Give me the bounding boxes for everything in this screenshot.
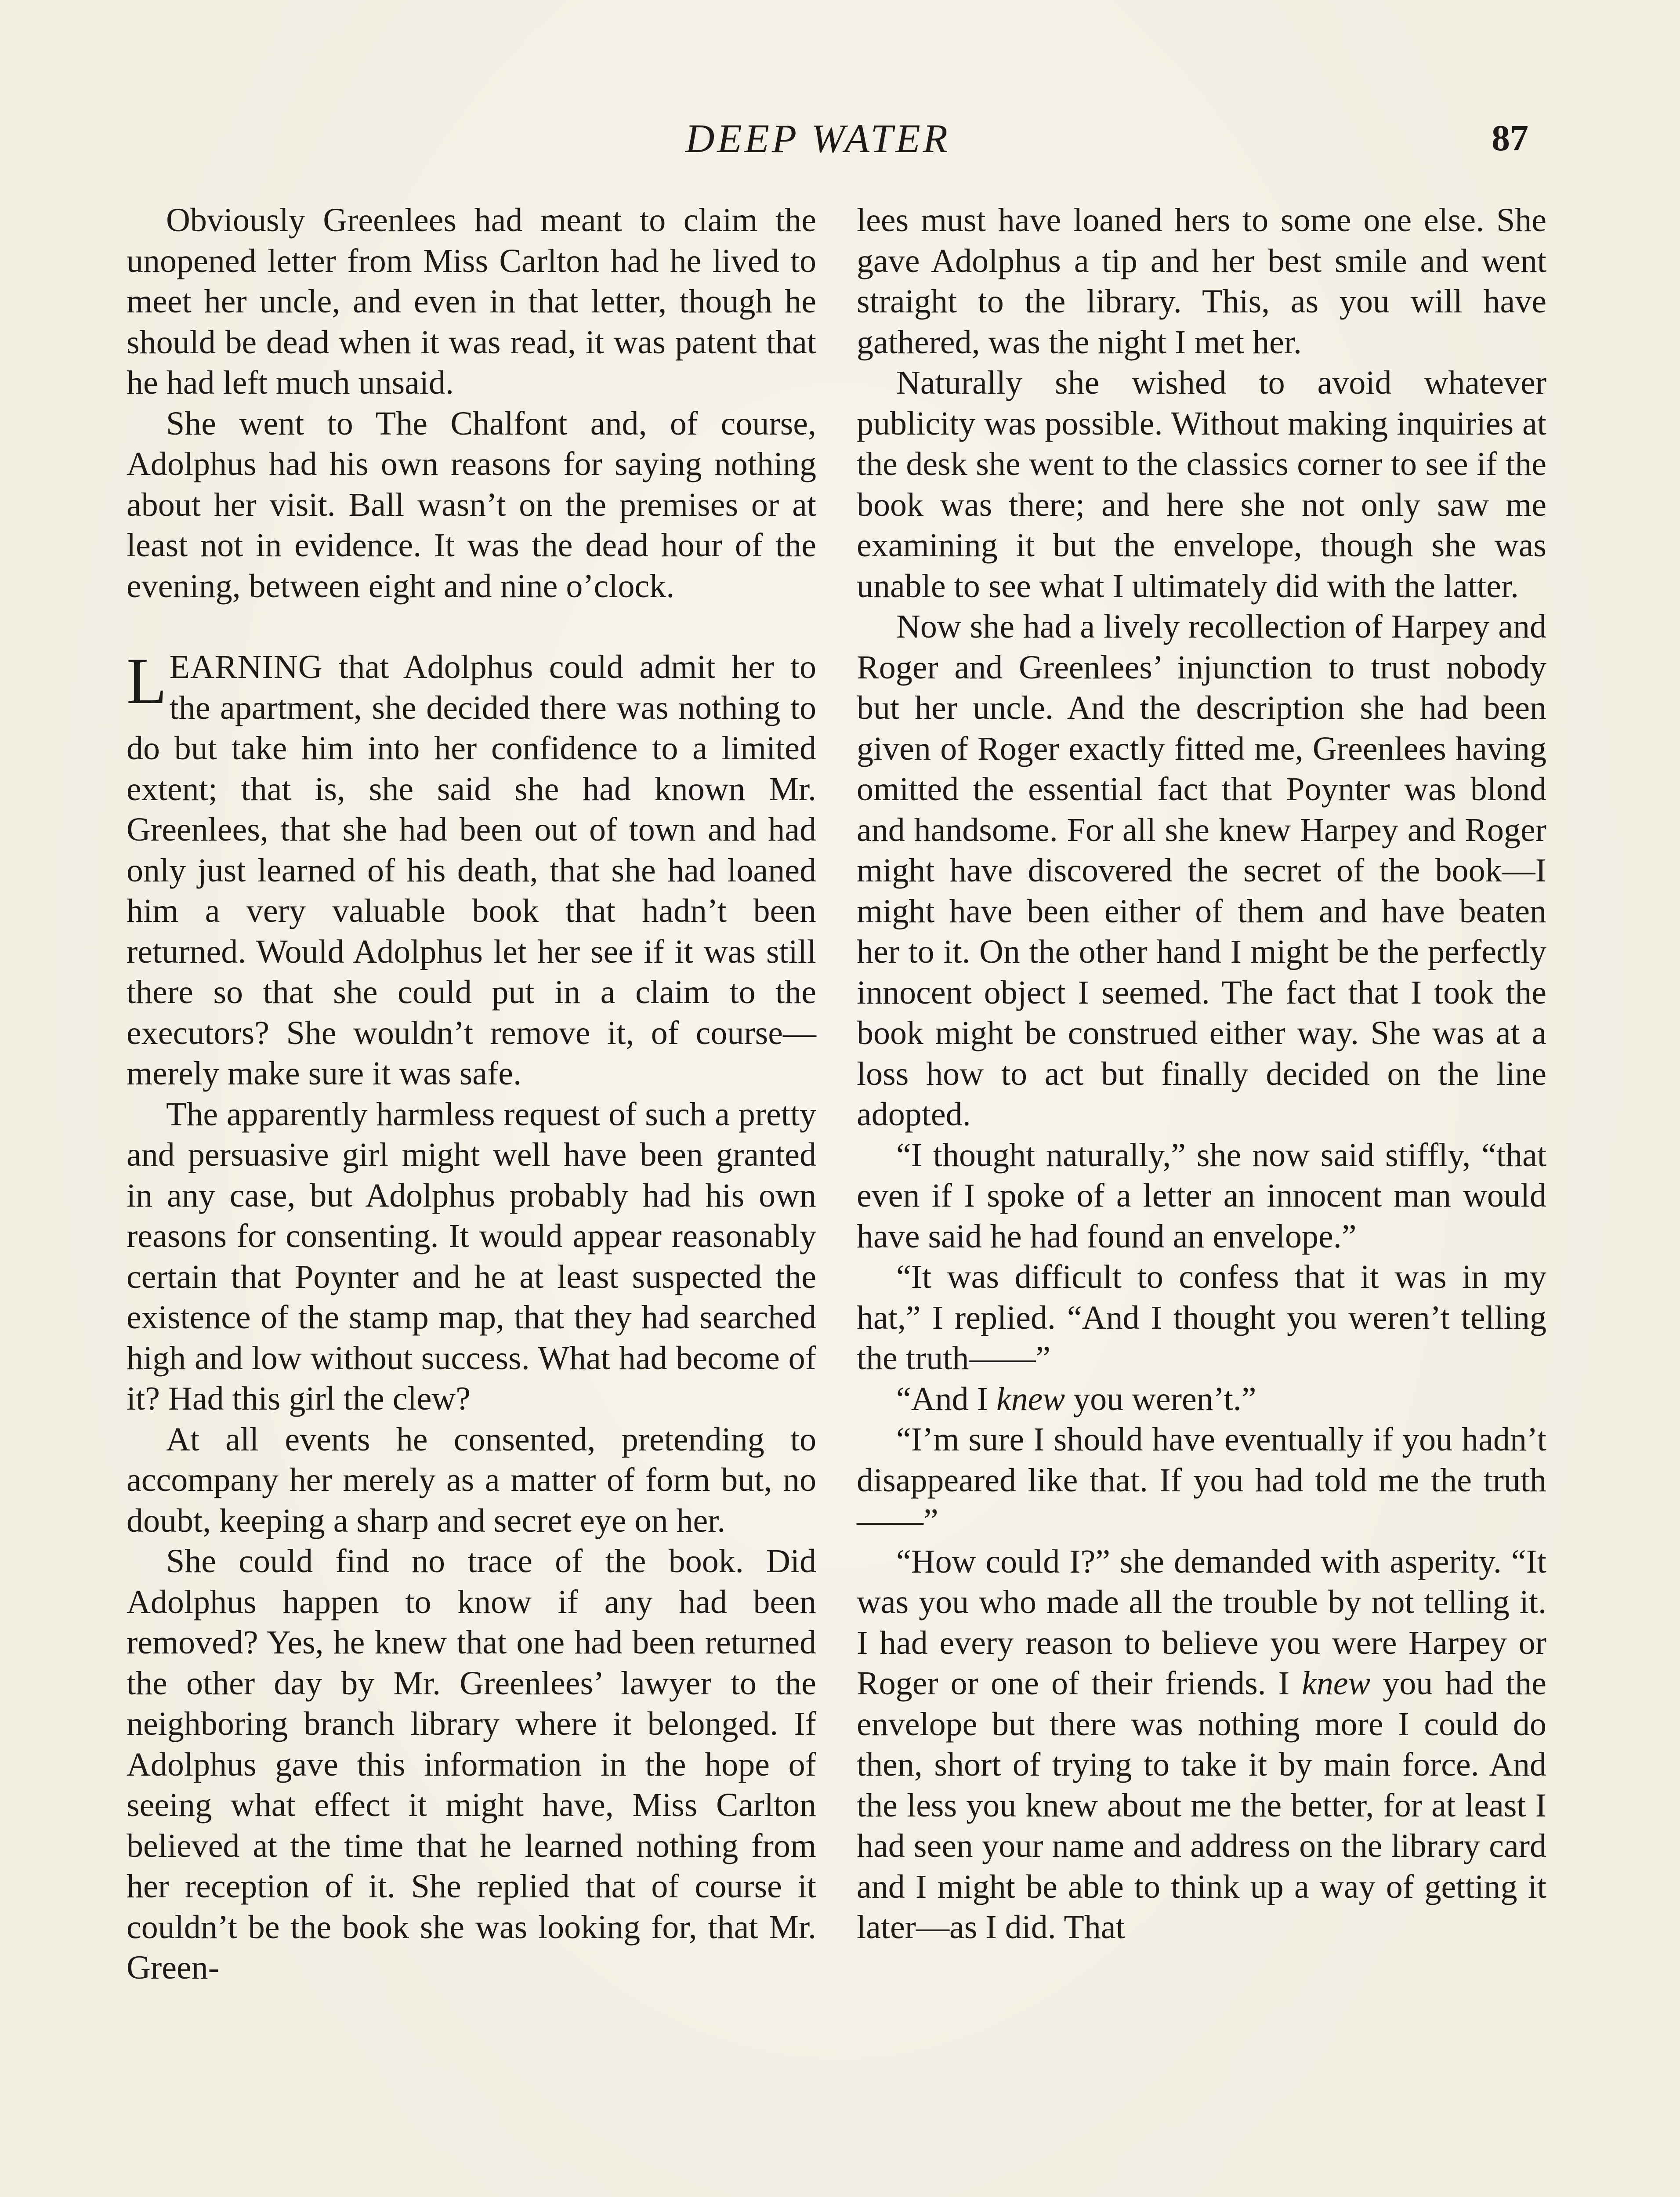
paragraph: “I’m sure I should have eventually if you hadn’t disappeared like that. If you had told me the truth——” bbox=[857, 1421, 1546, 1539]
paragraph: Obviously Greenlees had meant to claim the unopened letter from Miss Carlton had he lived to meet her uncle, and even in that letter, though he should be dead when it was read, it was patent that he had left much unsaid. bbox=[127, 202, 816, 401]
running-title: DEEP WATER bbox=[685, 116, 950, 161]
paragraph: “I thought naturally,” she now said stiffly, “that even if I spoke of a letter an innocent man would have said he had found an envelope.” bbox=[857, 1136, 1546, 1255]
paragraph bbox=[857, 1379, 1546, 1420]
paragraph: She went to The Chalfont and, of course, Adolphus had his own reasons for saying nothing about her visit. Ball wasn’t on the premises or at least not in evidence. It was the dead hour of the evening, between eight and nine o’clock. bbox=[127, 405, 816, 605]
left-column bbox=[127, 200, 816, 1988]
paragraph: Naturally she wished to avoid whatever publicity was possible. Without making inquiries at the desk she went to the classics corner to see if the book was there; and here she not only saw me examining it but the envelope, though she was unable to see what I ultimately did with the latter. bbox=[857, 364, 1546, 605]
paragraph: Now she had a lively recollection of Harpey and Roger and Greenlees’ injunction to trust nobody but her uncle. And the description she had been given of Roger exactly fitted me, Greenlees having omitted the essential fact that Poynter was blond and handsome. For all she knew Harpey and Roger might have discovered the secret of the book—I might have been either of them and have beaten her to it. On the other hand I might be the perfectly innocent object I seemed. The fact that I took the book might be construed either way. She was at a loss how to act but finally decided on the line adopted. bbox=[857, 608, 1546, 1133]
text-run: you had the envelope but there was nothing more I could do then, short of trying to take it by main force. And the less you knew about me the better, for at least I had seen your name and address on the library card and I might be able to think up a way of getting it later—as I did. That bbox=[857, 1665, 1546, 1946]
paragraph: lees must have loaned hers to some one else. She gave Adolphus a tip and her best smile and went straight to the library. This, as you will have gathered, was the night I met her. bbox=[857, 202, 1546, 361]
text-run: “How could I?” she demanded with asperity. “It was you who made all the trouble by not telling it. I had every reason to believe you were Harpey or Roger or one of their friends. I bbox=[857, 1543, 1546, 1702]
paragraph: “It was difficult to confess that it was in my hat,” I replied. “And I thought you weren’t telling the truth——” bbox=[857, 1258, 1546, 1377]
paragraph: She could find no trace of the book. Did Adolphus happen to know if any had been removed? Yes, he knew that one had been returned the other day by Mr. Greenlees’ lawyer to the neighboring branch library where it belonged. If Adolphus gave this information in the hope of seeing what effect it might have, Miss Carlton believed at the time that he learned nothing from her reception of it. She replied that of course it couldn’t be the book she was looking for, that Mr. Green- bbox=[127, 1543, 816, 1986]
lead-in-caps: EARNING bbox=[169, 649, 323, 685]
paragraph: The apparently harmless request of such a pretty and persuasive girl might well have been granted in any case, but Adolphus probably had his own reasons for consenting. It would appear reasonably certain that Poynter and he at least suspected the existence of the stamp map, that they had searched high and low without success. What had become of it? Had this girl the clew? bbox=[127, 1095, 816, 1417]
paragraph bbox=[857, 1541, 1546, 1948]
text-run: you weren’t.” bbox=[1065, 1380, 1256, 1418]
italic-text: knew bbox=[996, 1380, 1065, 1418]
right-column bbox=[857, 200, 1546, 1948]
page-number: 87 bbox=[1492, 118, 1528, 159]
italic-text: knew bbox=[1302, 1665, 1371, 1702]
text-run: “And I bbox=[896, 1380, 996, 1418]
paragraph-text: that Adolphus could admit her to the apartment, she decided there was nothing to do but take him into her confidence to a limited extent; that is, she said she had known Mr. Greenlees, that she had been out of town and had only just learned of his death, that she had loaned him a very valuable book that hadn’t been returned. Would Adolphus let her see if it was still there so that she could put in a claim to the executors? She wouldn’t remove it, of course—merely make sure it was safe. bbox=[127, 649, 816, 1092]
drop-cap: L bbox=[127, 645, 167, 718]
page-header bbox=[0, 112, 1680, 165]
paragraph: At all events he consented, pretending to accompany her merely as a matter of form but, no doubt, keeping a sharp and secret eye on her. bbox=[127, 1421, 816, 1539]
section-opening-paragraph bbox=[127, 647, 816, 1094]
